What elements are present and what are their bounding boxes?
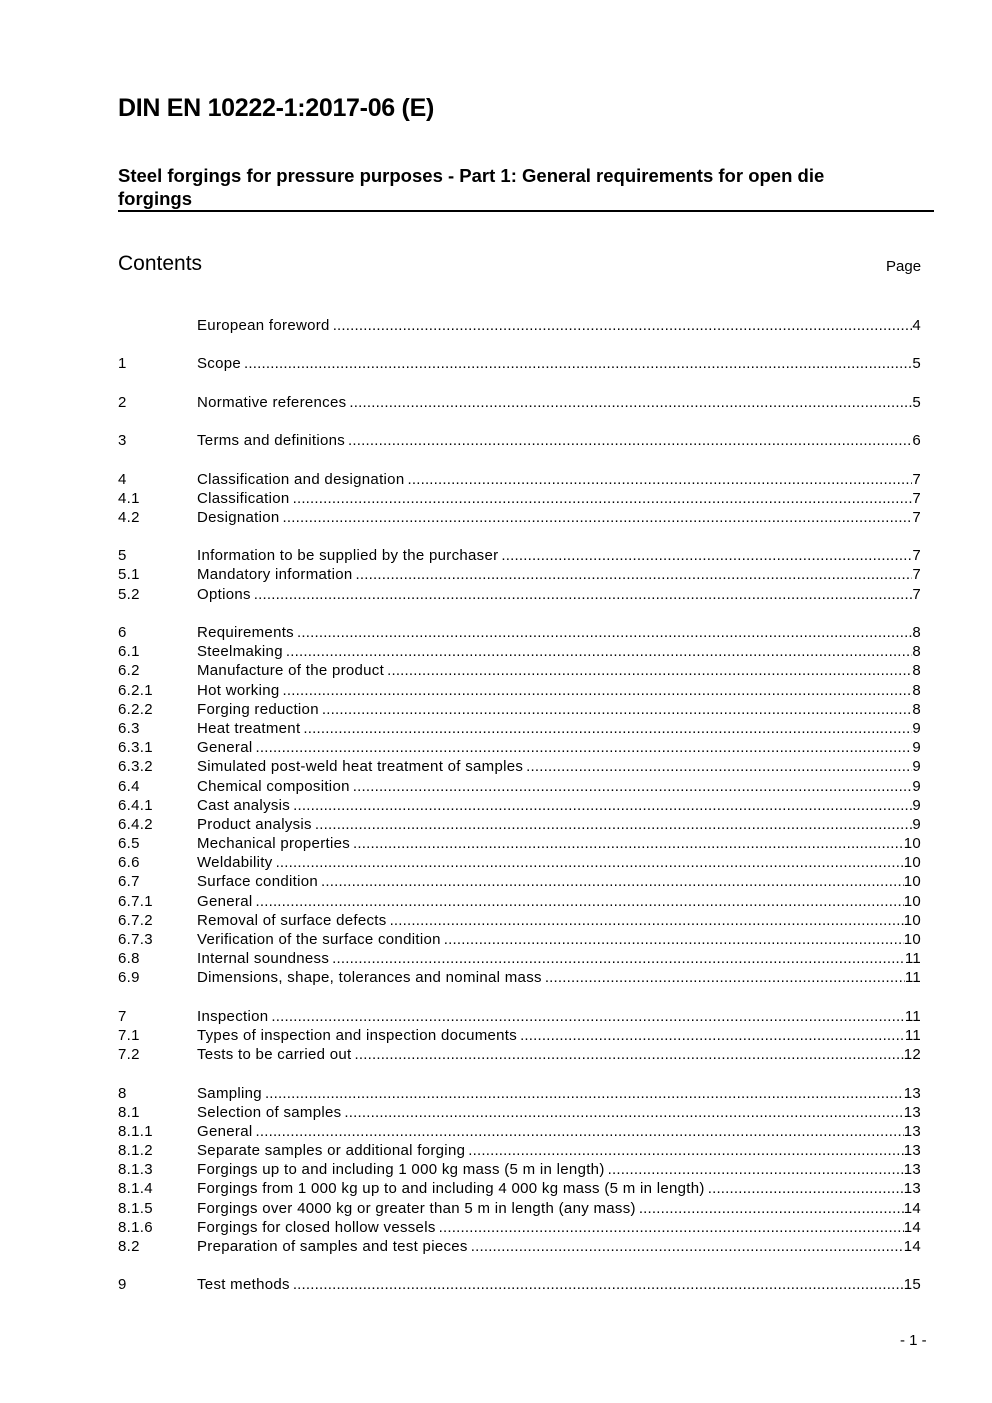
toc-entry-title: Terms and definitions xyxy=(197,432,346,450)
toc-entry-title: Surface condition xyxy=(197,873,319,891)
page-column-heading: Page xyxy=(886,258,922,275)
toc-entry-page: 9 xyxy=(912,739,921,757)
toc-entry-number: 4.2 xyxy=(118,508,140,526)
dot-leader xyxy=(265,1084,904,1103)
document-id: DIN EN 10222-1:2017-06 (E) xyxy=(118,94,434,122)
toc-entry-number: 6.4.1 xyxy=(118,796,153,814)
dot-leader xyxy=(353,777,913,796)
toc-entry-page: 14 xyxy=(903,1199,921,1217)
dot-leader xyxy=(293,1275,904,1294)
toc-entry-number: 8.1.1 xyxy=(118,1122,153,1140)
toc-entry[interactable] xyxy=(118,1122,921,1141)
toc-entry[interactable] xyxy=(118,1084,921,1103)
toc-entry-number: 1 xyxy=(118,355,127,373)
toc-entry-title: Internal soundness xyxy=(197,950,330,968)
toc-entry[interactable] xyxy=(118,1141,921,1160)
dot-leader xyxy=(468,1141,903,1160)
toc-entry[interactable] xyxy=(118,968,921,987)
toc-entry[interactable] xyxy=(118,796,921,815)
toc-entry-title: Forgings for closed hollow vessels xyxy=(197,1218,436,1236)
toc-entry-title: Classification xyxy=(197,489,290,507)
toc-entry-page: 9 xyxy=(912,796,921,814)
toc-entry-title: Manufacture of the product xyxy=(197,662,385,680)
toc-entry[interactable] xyxy=(118,661,921,680)
dot-leader xyxy=(471,1237,904,1256)
dot-leader xyxy=(526,757,912,776)
toc-entry-number: 5.1 xyxy=(118,566,140,584)
dot-leader xyxy=(255,1122,903,1141)
toc-entry-title: Heat treatment xyxy=(197,719,301,737)
toc-entry[interactable] xyxy=(118,700,921,719)
toc-entry-page: 7 xyxy=(912,508,921,526)
toc-entry-title: Simulated post-weld heat treatment of samples xyxy=(197,758,524,776)
toc-entry-title: Designation xyxy=(197,508,280,526)
dot-leader xyxy=(444,930,904,949)
toc-entry-number: 6.7.1 xyxy=(118,892,153,910)
toc-entry-page: 5 xyxy=(912,393,921,411)
toc-entry-page: 13 xyxy=(903,1122,921,1140)
toc-entry-page: 8 xyxy=(912,681,921,699)
toc-entry-title: Options xyxy=(197,585,251,603)
dot-leader xyxy=(286,642,912,661)
toc-entry-number: 8 xyxy=(118,1084,127,1102)
toc-entry[interactable] xyxy=(118,642,921,661)
dot-leader xyxy=(283,681,913,700)
contents-heading: Contents xyxy=(118,252,203,275)
toc-entry-page: 15 xyxy=(903,1276,921,1294)
toc-entry-page: 7 xyxy=(912,470,921,488)
dot-leader xyxy=(303,719,912,738)
dot-leader xyxy=(271,1007,904,1026)
toc-entry-title: Types of inspection and inspection documents xyxy=(197,1026,518,1044)
toc-entry-title: Hot working xyxy=(197,681,280,699)
toc-entry-number: 7.1 xyxy=(118,1026,140,1044)
toc-entry-title: General xyxy=(197,1122,253,1140)
toc-entry-page: 10 xyxy=(903,931,921,948)
dot-leader xyxy=(520,1026,905,1045)
toc-entry-page: 10 xyxy=(903,835,921,853)
toc-entry-title: Forging reduction xyxy=(197,700,319,718)
dot-leader xyxy=(348,431,912,450)
toc-entry-number: 6.7.2 xyxy=(118,911,153,929)
toc-entry-title: General xyxy=(197,892,253,910)
toc-entry-number: 6.3.1 xyxy=(118,739,153,757)
toc-entry-title: General xyxy=(197,739,253,757)
toc-entry-title: Normative references xyxy=(197,393,347,411)
toc-entry[interactable] xyxy=(118,911,921,930)
toc-entry[interactable] xyxy=(118,815,921,834)
toc-entry[interactable] xyxy=(118,316,921,335)
toc-entry-number: 4.1 xyxy=(118,489,140,507)
toc-entry[interactable] xyxy=(118,1275,921,1294)
toc-entry-page: 7 xyxy=(912,585,921,603)
toc-entry[interactable] xyxy=(118,1007,921,1026)
toc-entry[interactable] xyxy=(118,546,921,565)
toc-entry[interactable] xyxy=(118,892,921,911)
toc-entry-number: 8.2 xyxy=(118,1238,140,1255)
dot-leader xyxy=(439,1218,904,1237)
toc-entry-title: Removal of surface defects xyxy=(197,911,387,929)
toc-entry-page: 14 xyxy=(903,1218,921,1236)
toc-entry[interactable] xyxy=(118,585,921,604)
toc-entry-page: 8 xyxy=(912,643,921,661)
toc-entry-number: 8.1.6 xyxy=(118,1218,153,1236)
toc-entry-page: 13 xyxy=(903,1142,921,1160)
toc-entry-page: 6 xyxy=(912,432,921,450)
toc-entry-number: 9 xyxy=(118,1276,127,1294)
toc-entry-number: 5 xyxy=(118,547,127,565)
toc-entry-title: Verification of the surface condition xyxy=(197,931,441,948)
toc-entry-page: 13 xyxy=(903,1161,921,1179)
toc-entry[interactable] xyxy=(118,1237,921,1256)
toc-entry-page: 10 xyxy=(903,911,921,929)
toc-entry-title: Classification and designation xyxy=(197,470,405,488)
toc-entry-page: 13 xyxy=(903,1103,921,1121)
toc-entry-page: 4 xyxy=(912,317,921,334)
toc-entry-page: 12 xyxy=(903,1046,921,1064)
toc-entry-title: Product analysis xyxy=(197,815,312,833)
toc-entry-number: 6.5 xyxy=(118,835,140,853)
toc-entry-number: 6.2.2 xyxy=(118,700,153,718)
toc-entry-title: Weldability xyxy=(197,854,273,872)
toc-entry-number: 3 xyxy=(118,432,127,450)
toc-entry[interactable] xyxy=(118,508,921,527)
toc-entry-title: Scope xyxy=(197,355,242,373)
dot-leader xyxy=(297,623,912,642)
dot-leader xyxy=(387,661,912,680)
dot-leader xyxy=(501,546,912,565)
toc-entry-number: 8.1.2 xyxy=(118,1142,153,1160)
toc-entry-page: 7 xyxy=(912,566,921,584)
toc-entry[interactable] xyxy=(118,1218,921,1237)
toc-entry-title: Sampling xyxy=(197,1084,262,1102)
toc-entry-title: Information to be supplied by the purchaser xyxy=(197,547,499,565)
toc-entry-title: Forgings over 4000 kg or greater than 5 m in length (any mass) xyxy=(197,1199,636,1217)
toc-entry[interactable] xyxy=(118,1199,921,1218)
toc-entry-number: 6.2.1 xyxy=(118,681,153,699)
dot-leader xyxy=(315,815,912,834)
dot-leader xyxy=(608,1160,904,1179)
toc-entry-page: 11 xyxy=(904,1026,921,1044)
dot-leader xyxy=(353,834,904,853)
toc-entry-number: 6.1 xyxy=(118,643,140,661)
toc-entry[interactable] xyxy=(118,930,921,949)
toc-entry-number: 6.3 xyxy=(118,719,140,737)
dot-leader xyxy=(255,892,903,911)
toc-entry[interactable] xyxy=(118,777,921,796)
toc-entry-number: 6.4 xyxy=(118,777,140,795)
toc-entry-page: 11 xyxy=(904,950,921,968)
toc-entry-number: 8.1.4 xyxy=(118,1180,153,1198)
toc-entry-number: 6.6 xyxy=(118,854,140,872)
toc-entry-number: 6.2 xyxy=(118,662,140,680)
toc-entry-number: 5.2 xyxy=(118,585,140,603)
toc-entry-number: 6.4.2 xyxy=(118,815,153,833)
toc-entry[interactable] xyxy=(118,1103,921,1122)
toc-entry-title: European foreword xyxy=(197,317,330,334)
toc-entry[interactable] xyxy=(118,719,921,738)
toc-entry-page: 9 xyxy=(912,719,921,737)
toc-entry-number: 8.1 xyxy=(118,1103,140,1121)
toc-entry-number: 2 xyxy=(118,393,127,411)
toc-entry-page: 11 xyxy=(904,1007,921,1025)
toc-entry[interactable] xyxy=(118,354,921,373)
toc-entry-page: 9 xyxy=(912,777,921,795)
toc-entry[interactable] xyxy=(118,1179,921,1198)
dot-leader xyxy=(356,565,913,584)
toc-entry[interactable] xyxy=(118,834,921,853)
dot-leader xyxy=(407,470,912,489)
dot-leader xyxy=(354,1045,903,1064)
toc-entry-page: 10 xyxy=(903,854,921,872)
toc-entry-page: 8 xyxy=(912,700,921,718)
toc-entry-title: Separate samples or additional forging xyxy=(197,1142,466,1160)
toc-entry[interactable] xyxy=(118,565,921,584)
toc-entry-page: 8 xyxy=(912,624,921,641)
dot-leader xyxy=(254,585,913,604)
toc-entry-title: Forgings from 1 000 kg up to and including 4 000 kg mass (5 m in length) xyxy=(197,1180,705,1198)
toc-entry[interactable] xyxy=(118,431,921,450)
toc-entry[interactable] xyxy=(118,1045,921,1064)
toc-entry-page: 11 xyxy=(904,969,921,987)
toc-entry[interactable] xyxy=(118,393,921,412)
toc-entry-page: 13 xyxy=(903,1084,921,1102)
toc-entry-title: Mechanical properties xyxy=(197,835,351,853)
toc-entry-title: Selection of samples xyxy=(197,1103,342,1121)
dot-leader xyxy=(332,949,905,968)
toc-entry[interactable] xyxy=(118,738,921,757)
toc-entry-title: Inspection xyxy=(197,1007,269,1025)
dot-leader xyxy=(639,1199,904,1218)
toc-entry-page: 10 xyxy=(903,892,921,910)
toc-entry-number: 8.1.3 xyxy=(118,1161,153,1179)
toc-entry[interactable] xyxy=(118,1026,921,1045)
toc-entry[interactable] xyxy=(118,489,921,508)
toc-entry-title: Cast analysis xyxy=(197,796,291,814)
toc-entry-page: 13 xyxy=(903,1180,921,1198)
toc-entry-number: 6.9 xyxy=(118,969,140,987)
toc-entry-page: 8 xyxy=(912,662,921,680)
toc-entry-title: Dimensions, shape, tolerances and nominal mass xyxy=(197,969,542,987)
toc-entry[interactable] xyxy=(118,872,921,891)
dot-leader xyxy=(321,872,904,891)
dot-leader xyxy=(276,853,904,872)
dot-leader xyxy=(349,393,912,412)
document-subtitle: Steel forgings for pressure purposes - Part 1: General requirements for open die forgings xyxy=(118,165,825,209)
toc-entry-number: 6 xyxy=(118,624,127,641)
toc-entry-number: 6.7.3 xyxy=(118,931,153,948)
toc-entry[interactable] xyxy=(118,1160,921,1179)
toc-entry-page: 9 xyxy=(912,758,921,776)
toc-entry-page: 9 xyxy=(912,815,921,833)
toc-entry[interactable] xyxy=(118,681,921,700)
title-divider xyxy=(118,210,934,212)
toc-entry[interactable] xyxy=(118,949,921,968)
dot-leader xyxy=(708,1179,904,1198)
toc-entry-number: 6.3.2 xyxy=(118,758,153,776)
page-number: - 1 - xyxy=(900,1332,927,1349)
dot-leader xyxy=(244,354,912,373)
toc-entry-number: 7 xyxy=(118,1007,127,1025)
toc-entry-title: Requirements xyxy=(197,624,294,641)
toc-entry-page: 10 xyxy=(903,873,921,891)
toc-entry-number: 4 xyxy=(118,470,127,488)
toc-entry-title: Test methods xyxy=(197,1276,290,1294)
dot-leader xyxy=(283,508,913,527)
toc-entry-title: Mandatory information xyxy=(197,566,353,584)
dot-leader xyxy=(293,796,912,815)
toc-entry-page: 14 xyxy=(903,1238,921,1255)
toc-entry-page: 5 xyxy=(912,355,921,373)
toc-entry-page: 7 xyxy=(912,489,921,507)
dot-leader xyxy=(255,738,912,757)
toc-entry-title: Steelmaking xyxy=(197,643,283,661)
toc-entry[interactable] xyxy=(118,623,921,642)
toc-entry-page: 7 xyxy=(912,547,921,565)
toc-entry-title: Chemical composition xyxy=(197,777,350,795)
toc-entry-number: 7.2 xyxy=(118,1046,140,1064)
toc-entry-title: Forgings up to and including 1 000 kg mass (5 m in length) xyxy=(197,1161,605,1179)
toc-entry-number: 6.8 xyxy=(118,950,140,968)
toc-entry[interactable] xyxy=(118,470,921,489)
dot-leader xyxy=(293,489,913,508)
dot-leader xyxy=(344,1103,903,1122)
toc-entry[interactable] xyxy=(118,853,921,872)
dot-leader xyxy=(333,316,913,335)
toc-entry-title: Preparation of samples and test pieces xyxy=(197,1238,468,1255)
toc-entry-number: 6.7 xyxy=(118,873,140,891)
dot-leader xyxy=(545,968,905,987)
dot-leader xyxy=(322,700,913,719)
dot-leader xyxy=(390,911,904,930)
toc-entry-number: 8.1.5 xyxy=(118,1199,153,1217)
toc-entry[interactable] xyxy=(118,757,921,776)
table-of-contents xyxy=(118,316,921,1295)
toc-entry-title: Tests to be carried out xyxy=(197,1046,352,1064)
